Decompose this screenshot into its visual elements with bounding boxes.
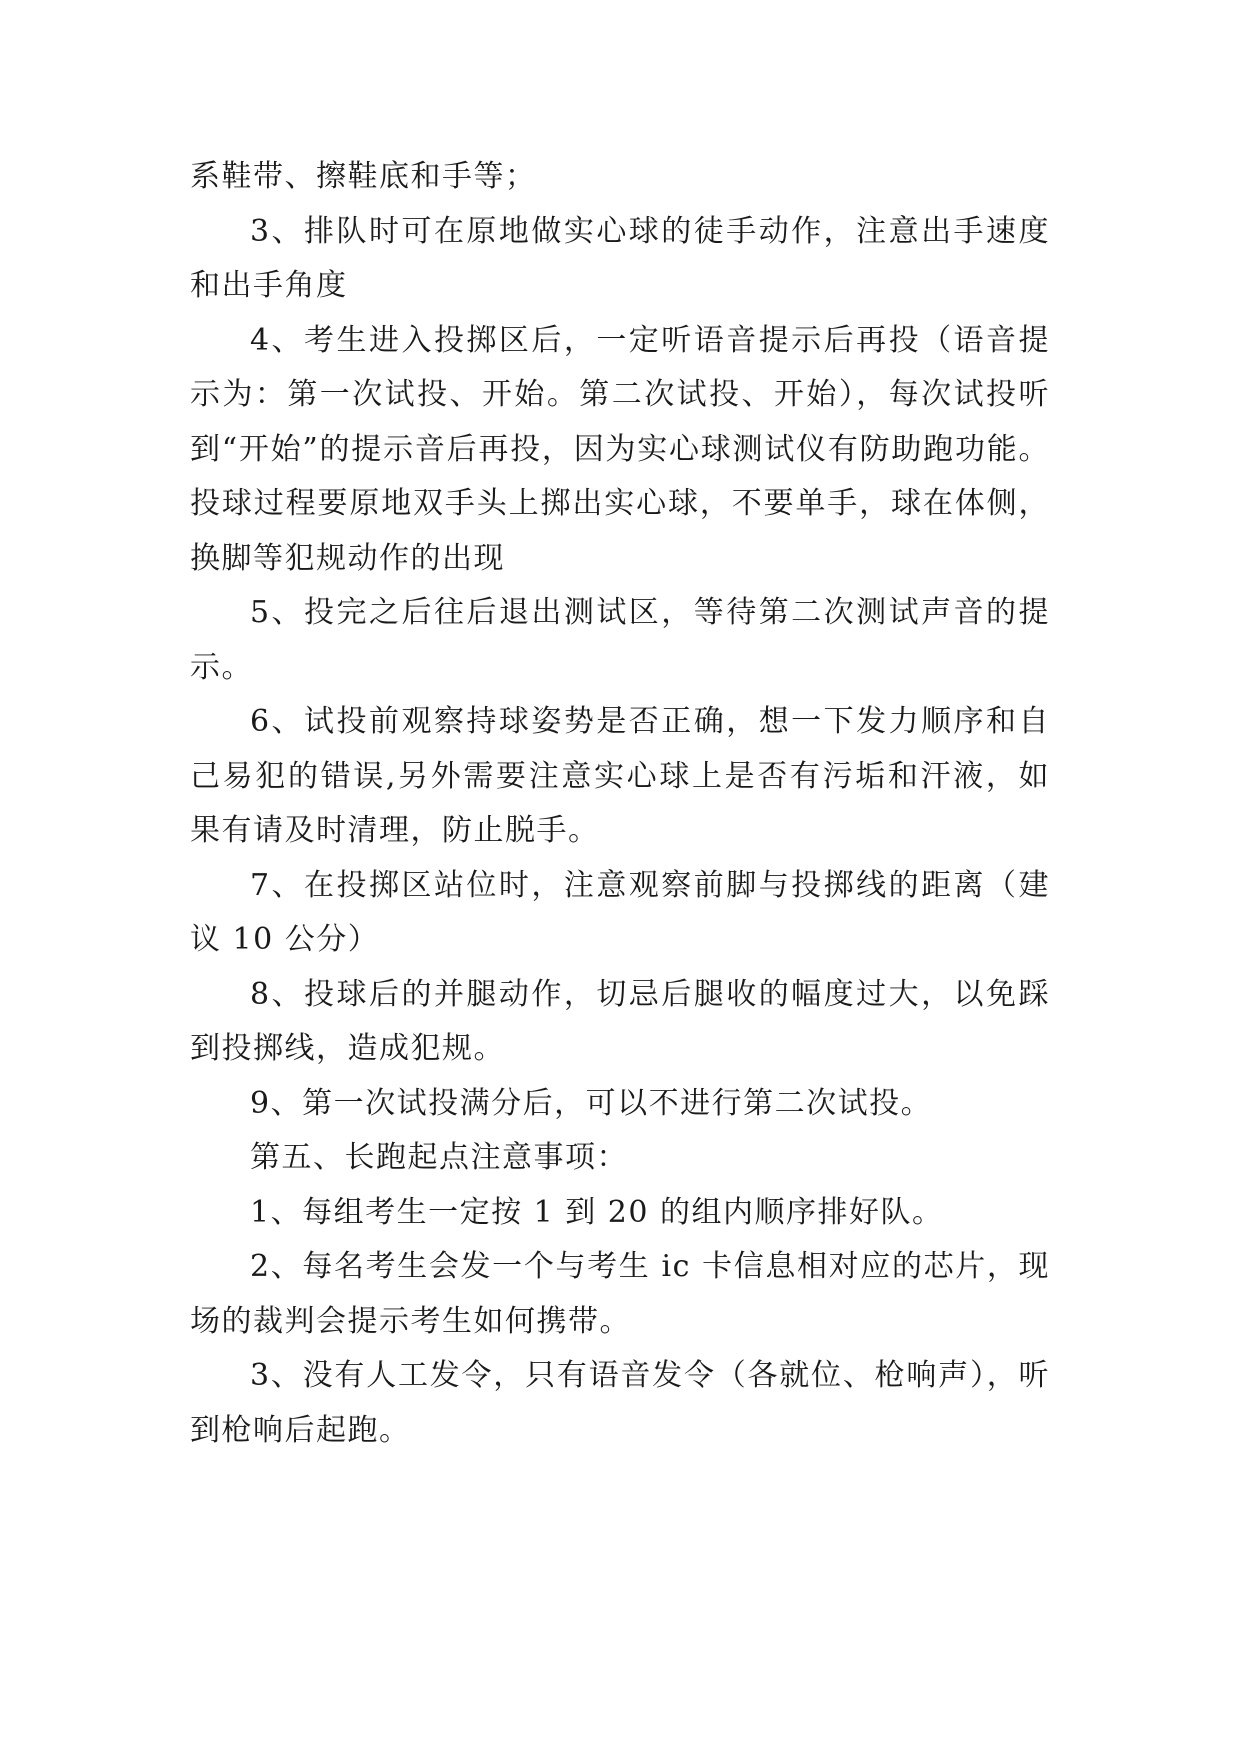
section-heading: 第五、长跑起点注意事项： bbox=[250, 1140, 628, 1175]
paragraph-5: 6、试投前观察持球姿势是否正确，想一下发力顺序和自己易犯的错误,另外需要注意实心球上是否有污垢和汗液，如果有请及时清理，防止脱手。 bbox=[190, 704, 1050, 848]
paragraph-11: 2、每名考生会发一个与考生 ic 卡信息相对应的芯片，现场的裁判会提示考生如何携带。 bbox=[190, 1249, 1050, 1339]
paragraph-1: 系鞋带、擦鞋底和手等； bbox=[190, 159, 537, 194]
paragraph-10: 1、每组考生一定按 1 到 20 的组内顺序排好队。 bbox=[250, 1194, 944, 1230]
paragraph-12: 3、没有人工发令，只有语音发令（各就位、枪响声），听到枪响后起跑。 bbox=[190, 1358, 1050, 1448]
paragraph-7: 8、投球后的并腿动作，切忌后腿收的幅度过大，以免踩到投掷线，造成犯规。 bbox=[190, 976, 1050, 1066]
paragraph-6: 7、在投掷区站位时，注意观察前脚与投掷线的距离（建议 10 公分） bbox=[190, 867, 1050, 957]
paragraph-2: 3、排队时可在原地做实心球的徒手动作，注意出手速度和出手角度 bbox=[190, 213, 1050, 303]
document-body bbox=[190, 150, 1050, 1458]
paragraph-3: 4、考生进入投掷区后，一定听语音提示后再投（语音提示为：第一次试投、开始。第二次试投、开始），每次试投听到“开始”的提示音后再投，因为实心球测试仪有防助跑功能。投球过程要原地双手头上掷出实心球，不要单手，球在体侧，换脚等犯规动作的出现 bbox=[190, 322, 1050, 576]
paragraph-8: 9、第一次试投满分后，可以不进行第二次试投。 bbox=[250, 1085, 933, 1121]
paragraph-4: 5、投完之后往后退出测试区，等待第二次测试声音的提示。 bbox=[190, 595, 1050, 685]
